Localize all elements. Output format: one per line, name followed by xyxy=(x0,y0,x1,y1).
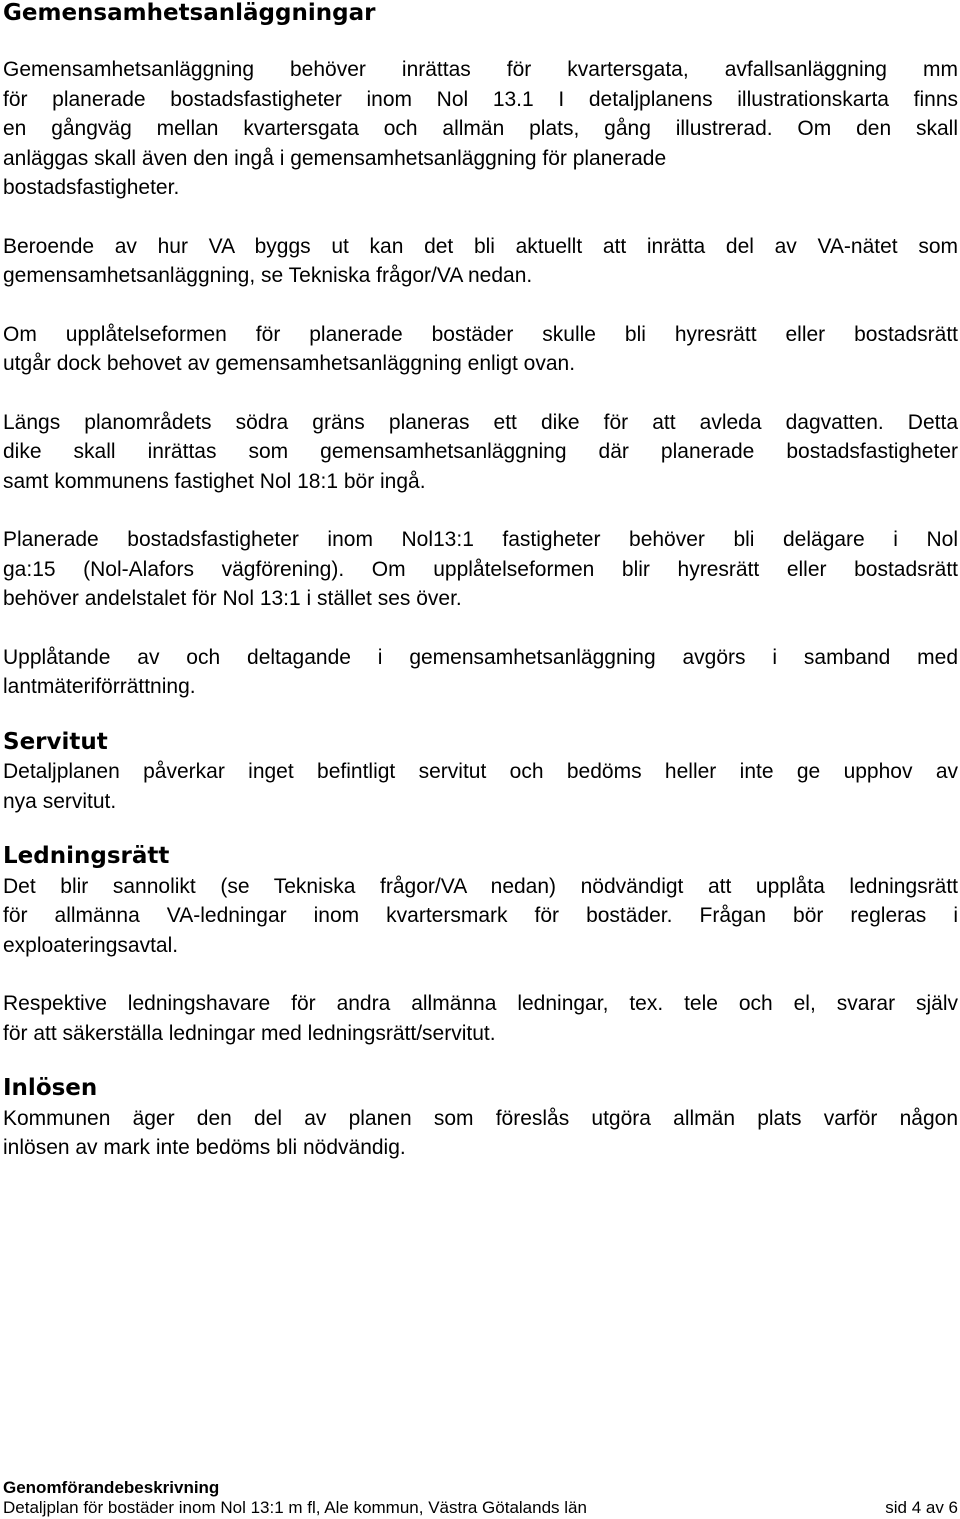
page-number: sid 4 av 6 xyxy=(885,1498,958,1517)
paragraph-dike xyxy=(3,408,958,497)
paragraph-gemensamhet-intro xyxy=(3,55,958,203)
text-line: Beroende av hur VA byggs ut kan det bli aktuellt att inrätta del av VA-nätet som xyxy=(3,234,958,258)
text-line: behöver andelstalet för Nol 13:1 i stället ses över. xyxy=(3,587,462,610)
text-line: Detaljplanen påverkar inget befintligt servitut och bedöms heller inte ge upphov av xyxy=(3,760,958,783)
document-body xyxy=(3,55,958,1192)
paragraph-ledningsratt xyxy=(3,872,958,961)
text-line: för allmänna VA-ledningar inom kvartersmark för bostäder. Frågan bör regleras i xyxy=(3,904,958,927)
page-footer xyxy=(3,1478,958,1518)
text-line: utgår dock behovet av gemensamhetsanläggning enligt ovan. xyxy=(3,352,576,375)
text-line: Kommunen äger den del av planen som föreslås utgöra allmän plats varför någon xyxy=(3,1106,958,1130)
text-line: samt kommunens fastighet Nol 18:1 bör ingå. xyxy=(3,469,426,493)
paragraph-upplatelseform xyxy=(3,320,958,379)
text-line: ga:15 (Nol-Alafors vägförening). Om upplåtelseformen blir hyresrätt eller bostadsrätt xyxy=(3,557,958,581)
text-line: lantmäteriförrättning. xyxy=(3,675,196,698)
text-line: dike skall inrättas som gemensamhetsanläggning där planerade bostadsfastigheter xyxy=(3,440,958,463)
paragraph-ledningshavare xyxy=(3,989,958,1048)
text-line: Gemensamhetsanläggning behöver inrättas för kvartersgata, avfallsanläggning mm xyxy=(3,58,958,81)
text-line: Respektive ledningshavare för andra allmänna ledningar, tex. tele och el, svarar själv xyxy=(3,992,958,1015)
footer-document-type: Genomförandebeskrivning xyxy=(3,1478,220,1497)
text-line: Längs planområdets södra gräns planeras ett dike för att avleda dagvatten. Detta xyxy=(3,410,958,434)
text-line: Planerade bostadsfastigheter inom Nol13:1 fastigheter behöver bli delägare i Nol xyxy=(3,528,958,551)
text-line: gemensamhetsanläggning, se Tekniska frågor/VA nedan. xyxy=(3,264,533,287)
text-line: Om upplåtelseformen för planerade bostäder skulle bli hyresrätt eller bostadsrätt xyxy=(3,322,958,346)
paragraph-servitut xyxy=(3,757,958,816)
section-heading-inlosen: Inlösen xyxy=(3,1075,98,1101)
text-line: för att säkerställa ledningar med ledningsrätt/servitut. xyxy=(3,1021,496,1045)
text-line: Det blir sannolikt (se Tekniska frågor/VA nedan) nödvändigt att upplåta ledningsrätt xyxy=(3,874,958,898)
text-line: Upplåtande av och deltagande i gemensamhetsanläggning avgörs i samband med xyxy=(3,645,958,669)
footer-row xyxy=(3,1498,958,1518)
page-title: Gemensamhetsanläggningar xyxy=(3,0,376,26)
text-line: bostadsfastigheter. xyxy=(3,176,180,199)
text-line: exploateringsavtal. xyxy=(3,933,179,957)
text-line: för planerade bostadsfastigheter inom Nol 13.1 I detaljplanens illustrationskarta finns xyxy=(3,87,958,111)
text-line: en gångväg mellan kvartersgata och allmän plats, gång illustrerad. Om den skall xyxy=(3,117,958,140)
text-line: inlösen av mark inte bedöms bli nödvändig. xyxy=(3,1136,406,1159)
paragraph-lantmateri xyxy=(3,643,958,702)
text-line: nya servitut. xyxy=(3,789,117,813)
footer-plan-name: Detaljplan för bostäder inom Nol 13:1 m fl, Ale kommun, Västra Götalands län xyxy=(3,1498,587,1517)
section-heading-servitut: Servitut xyxy=(3,728,108,755)
paragraph-inlosen xyxy=(3,1104,958,1163)
section-heading-ledningsratt: Ledningsrätt xyxy=(3,843,170,869)
text-line: anläggas skall även den ingå i gemensamhetsanläggning för planerade xyxy=(3,146,667,170)
paragraph-va xyxy=(3,232,958,291)
paragraph-vagforening xyxy=(3,525,958,614)
